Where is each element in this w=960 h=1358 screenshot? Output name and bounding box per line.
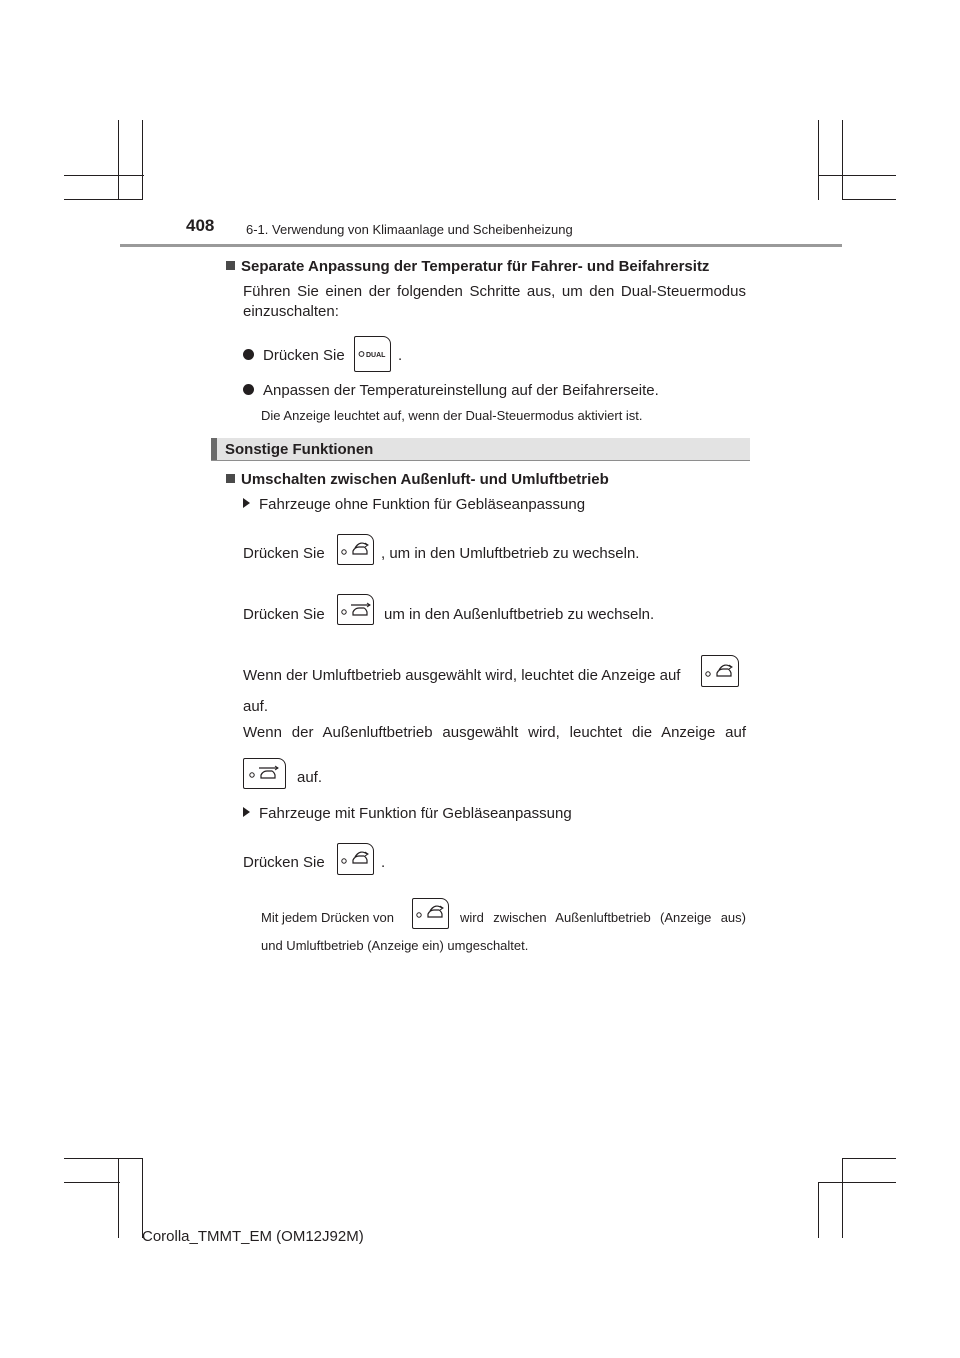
press2-text: um in den Außenluftbetrieb zu wechseln. [384,606,655,623]
note-line1-a: Mit jedem Drücken von [261,910,394,925]
crop-mark [64,199,142,200]
crop-mark [818,1182,819,1238]
dual-button-label: DUAL [366,352,386,359]
recirculation-air-icon [337,534,374,565]
section1-intro-line1: Führen Sie einen der folgenden Schritte aus, um den Dual-Steuermodus [243,283,746,300]
dual-button-icon [354,336,391,372]
crop-mark [142,120,143,200]
crop-mark [818,175,896,176]
footer-document-id: Corolla_TMMT_EM (OM12J92M) [142,1228,364,1245]
crop-mark [64,175,144,176]
round-bullet-icon [243,384,254,395]
note-line2: und Umluftbetrieb (Anzeige ein) umgeschaltet. [261,938,529,953]
press2-label: Drücken Sie [243,606,325,623]
square-bullet-icon [226,261,235,270]
recirc-indicator-end: auf. [243,698,269,715]
recirc-indicator-line: Wenn der Umluftbetrieb ausgewählt wird, leuchtet die Anzeige auf [243,667,681,684]
triangle-bullet-icon [243,807,250,817]
section1-note: Die Anzeige leuchtet auf, wenn der Dual-Steuermodus aktiviert ist. [261,408,643,423]
recirculation-air-icon [701,655,739,687]
subheading-with-fan: Fahrzeuge mit Funktion für Gebläseanpassung [243,803,572,825]
triangle-bullet-icon [243,498,250,508]
step2: Anpassen der Temperatureinstellung auf der Beifahrerseite. [243,380,659,402]
crop-mark [842,120,843,200]
press1-text: , um in den Umluftbetrieb zu wechseln. [381,545,640,562]
press3-end: . [381,854,386,871]
step1-end: . [398,347,403,364]
press1-label: Drücken Sie [243,545,325,562]
section1-title: Separate Anpassung der Temperatur für Fahrer- und Beifahrersitz [226,256,709,278]
square-bullet-icon [226,474,235,483]
crop-mark [142,1158,143,1238]
header-divider [120,244,842,247]
crop-mark [118,1158,119,1238]
section-heading-bar [211,438,217,460]
fresh-air-icon [243,758,286,789]
crop-mark [64,1158,142,1159]
crop-mark [842,1158,843,1238]
section1-intro-line2: einzuschalten: [243,303,339,320]
recirculation-air-icon [412,898,449,929]
crop-mark [842,1158,896,1159]
crop-mark [818,120,819,200]
page-number: 408 [186,216,215,235]
section-heading [211,438,750,461]
section2-title: Umschalten zwischen Außenluft- und Umluftbetrieb [226,469,609,491]
step1: Drücken Sie [243,345,345,367]
note-line1-b: wird zwischen Außenluftbetrieb (Anzeige aus) [460,910,746,925]
crop-mark [118,120,119,200]
fresh-air-icon [337,594,374,625]
chapter-title: 6-1. Verwendung von Klimaanlage und Scheibenheizung [246,222,573,237]
subheading-without-fan: Fahrzeuge ohne Funktion für Gebläseanpassung [243,494,585,516]
crop-mark [818,1182,896,1183]
crop-mark [842,199,896,200]
round-bullet-icon [243,349,254,360]
section-heading-label: Sonstige Funktionen [225,441,374,458]
fresh-indicator-end: auf. [297,769,323,786]
crop-mark [64,1182,120,1183]
press3-label: Drücken Sie [243,854,325,871]
fresh-indicator-line: Wenn der Außenluftbetrieb ausgewählt wird, leuchtet die Anzeige auf [243,724,746,741]
recirculation-air-icon [337,843,374,875]
